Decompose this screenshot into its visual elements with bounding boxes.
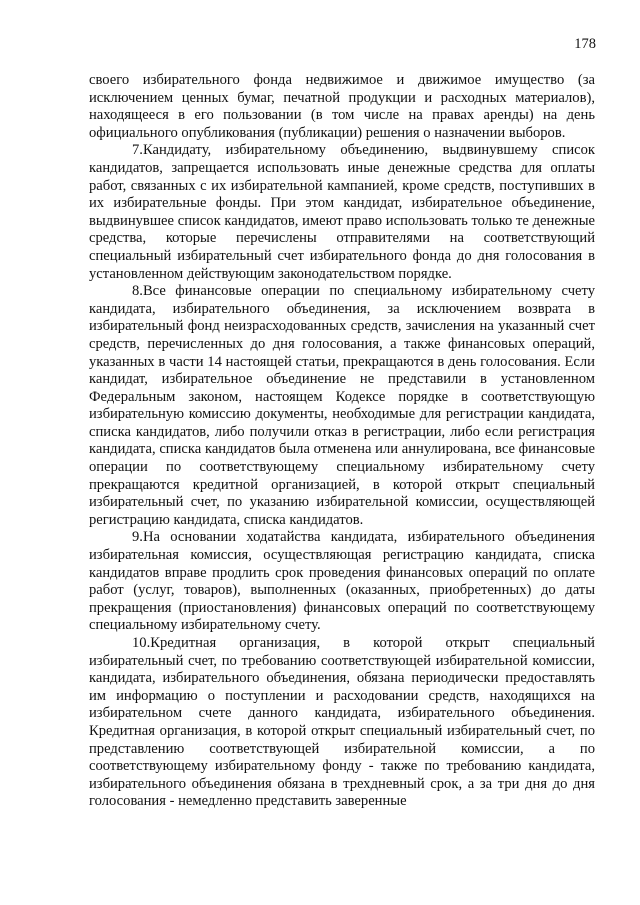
page-number: 178 (574, 36, 596, 52)
paragraph-item-10: 10.Кредитная организация, в которой открыт специальный избирательный счет, по требованию соответствующей избирательной комиссии, кандидата, избирательного объединения, обязана периодически предоставлять им информацию о поступлении и расходовании средств, находящихся на избирательном счете данного кандидата, избирательного объединения. Кредитная организация, в которой открыт специальный избирательный счет, по представлению соответствующей избирательной комиссии, а по соответствующему избирательному фонду - также по требованию кандидата, избирательного объединения обязана в трехдневный срок, а за три дня до дня голосования - немедленно представить заверенные (89, 635, 595, 810)
paragraph-continuation: своего избирательного фонда недвижимое и движимое имущество (за исключением ценных бумаг, печатной продукции и расходных материалов), находящееся в его пользовании (в том числе на правах аренды) на день официального опубликования (публикации) решения о назначении выборов. (89, 72, 595, 141)
paragraph-item-9: 9.На основании ходатайства кандидата, избирательного объединения избирательная комиссия, осуществляющая регистрацию кандидата, списка кандидатов вправе продлить срок проведения финансовых операций по оплате работ (услуг, товаров), выполненных (оказанных, приобретенных) до даты прекращения (приостановления) финансовых операций по соответствующему специальному избирательному счету. (89, 529, 595, 634)
paragraph-item-7: 7.Кандидату, избирательному объединению, выдвинувшему список кандидатов, запрещается использовать иные денежные средства для оплаты работ, связанных с их избирательной кампанией, кроме средств, поступивших в их избирательные фонды. При этом кандидат, избирательное объединение, выдвинувшее список кандидатов, имеют право использовать только те денежные средства, которые перечислены отправителями на соответствующий специальный избирательный счет избирательного фонда до дня голосования в установленном действующим законодательством порядке. (89, 142, 595, 282)
paragraph-item-8: 8.Все финансовые операции по специальному избирательному счету кандидата, избирательного объединения, за исключением возврата в избирательный фонд неизрасходованных средств, зачисления на указанный счет средств, перечисленных до дня голосования, а также финансовых операций, указанных в части 14 настоящей статьи, прекращаются в день голосования. Если кандидат, избирательное объединение не представили в установленном Федеральным законом, настоящем Кодексе порядке в соответствующую избирательную комиссию документы, необходимые для регистрации кандидата, списка кандидатов, либо получили отказ в регистрации, либо если регистрация кандидата, списка кандидатов была отменена или аннулирована, все финансовые операции по соответствующему специальному избирательному счету прекращаются кредитной организацией, в которой открыт специальный избирательный счет, по указанию избирательной комиссии, осуществляющей регистрацию кандидата, списка кандидатов. (89, 283, 595, 528)
document-body (89, 72, 595, 811)
